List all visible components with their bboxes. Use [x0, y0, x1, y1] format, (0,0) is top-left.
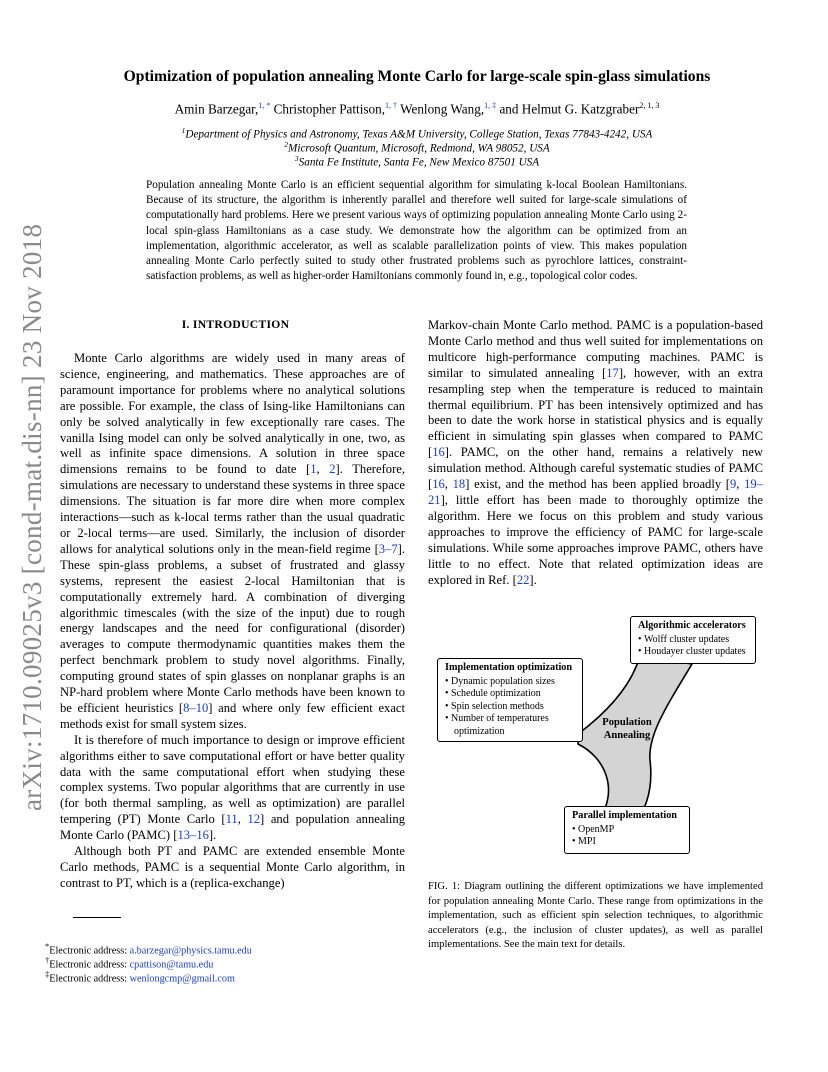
citation-link[interactable]: 16 [432, 445, 445, 460]
citation-link[interactable]: 17 [606, 365, 619, 380]
affiliation-1: $^1$Department of Physics and Astronomy, Texas A&M University, College Station, Texas 77843-4242, USA [181, 126, 653, 141]
footnote: *Electronic address: a.barzegar@physics.tamu.edu [45, 941, 252, 957]
section-heading: I. INTRODUCTION [181, 318, 290, 331]
footnote-rule [73, 917, 121, 918]
citation-link[interactable]: 11 [225, 812, 238, 827]
paragraph: Monte Carlo algorithms are widely used in many areas of science, engineering, and mathematics. These approaches are of paramount importance for problems where no analytical solutions are possible. For example, the class of Ising-like Hamiltonians can only be solved analytically in few exceptionally rare cases. The vanilla Ising model can only be solved analytically in one, two, as well as infinite space dimensions. A solution in three space dimensions remains to be found to date [1, 2]. Therefore, simulations are necessary to understand these systems in three space dimensions. The situation is far more dire when more complex interactions—such as k-local terms rather than the usual quadratic or 2-local terms—are used. Similarly, the inclusion of disorder allows for analytical solutions only in the mean-field regime [3–7]. These spin-glass problems, a subset of frustrated and glassy systems, represent the easiest 2-local Hamiltonian that is computationally extremely hard. A combination of diverging algorithmic timescales (with the size of the input) due to rough energy landscapes and the need for configurational (disorder) averages to compute thermodynamic quantities makes them the perfect benchmark problem to study novel algorithms. Finally, computing ground states of spin glasses on nonplanar graphs is an NP-hard problem where Monte Carlo methods have been known to be efficient heuristics [8–10] and where only few efficient exact methods exist for small system sizes. [60, 351, 406, 731]
parallel-box: Parallel implementation • OpenMP • MPI [564, 806, 690, 854]
left-column [60, 351, 405, 892]
citation-link[interactable]: 16 [432, 477, 445, 492]
citation-link[interactable]: 13–16 [177, 828, 209, 843]
paragraph: Markov-chain Monte Carlo method. PAMC is a population-based Monte Carlo method and thus well suited for implementations on multicore high-performance computing machines. PAMC is similar to simulated annealing [17], however, with an extra resampling step when the temperature is reduced to maintain thermal equilibrium. PT has been intensively optimized and has been to date the work horse in statistical physics and is equally efficient in simulating spin glasses when compared to PAMC [16]. PAMC, on the other hand, remains a relatively new simulation method. Although careful systematic studies of PAMC [16, 18] exist, and the method has been applied broadly [9, 19–21], little effort has been made to thoroughly optimize the algorithm. Here we focus on this problem and study various approaches to improve the efficiency of PAMC for large-scale simulations. While some approaches improve PAMC, others have little to no effect. Note that related optimization ideas are explored in Ref. [22]. [428, 318, 764, 587]
citation-link[interactable]: 2 [329, 462, 336, 477]
list-item: • Wolff cluster updates [638, 634, 748, 647]
email-link[interactable]: wenlongcmp@gmail.com [129, 973, 235, 985]
footnote: ‡Electronic address: wenlongcmp@gmail.com [45, 969, 235, 985]
citation-link[interactable]: 1 [310, 462, 317, 477]
author-sup: 2, 1, 3 [639, 101, 660, 110]
affiliation-3: $^3$Santa Fe Institute, Santa Fe, New Mexico 87501 USA [294, 154, 540, 169]
list-item: • Spin selection methods [445, 701, 575, 714]
accelerators-box: Algorithmic accelerators • Wolff cluster updates • Houdayer cluster updates [630, 616, 756, 664]
citation-link[interactable]: 9 [730, 477, 737, 492]
list-item: • Houdayer cluster updates [638, 646, 748, 659]
paragraph: It is therefore of much importance to design or improve efficient algorithms either to save computational effort or have better quality data with the same computational effort when studying these complex systems. Two popular algorithms that are currently in use (for both thermal sampling, as well as optimization) are parallel tempering (PT) Monte Carlo [11, 12] and population annealing Monte Carlo (PAMC) [13–16]. [60, 732, 406, 843]
author-sup[interactable]: 1, * [258, 101, 271, 110]
center-label: Population Annealing [602, 717, 652, 741]
footnote: †Electronic address: cpattison@tamu.edu [45, 955, 214, 971]
abstract: Population annealing Monte Carlo is an efficient sequential algorithm for simulating k-local Boolean Hamiltonians. Because of its structure, the algorithm is inherently parallel and therefore well suited for large-scale simulations of computationally hard problems. Here we present various ways of optimizing population annealing Monte Carlo using 2-local spin-glass Hamiltonians as a case study. We demonstrate how the algorithm can be optimized from an implementation, algorithmic accelerator, as well as scalable parallelization points of view. This makes population annealing Monte Carlo perfectly suited to study other frustrated problems such as pyrochlore lattices, constraint-satisfaction problems, as well as higher-order Hamiltonians commonly found in, e.g., topological color codes. [146, 179, 687, 283]
author-name: Christopher Pattison, [270, 101, 386, 117]
paper-title: Optimization of population annealing Monte Carlo for large-scale spin-glass simulations [123, 68, 711, 85]
list-item: • OpenMP [572, 824, 682, 837]
list-item: • Number of temperatures optimization [445, 713, 575, 738]
paragraph: Although both PT and PAMC are extended ensemble Monte Carlo methods, PAMC is a sequential Monte Carlo algorithm, in contrast to PT, which is a (replica-exchange) [60, 844, 405, 890]
author-name: Amin Barzegar, [174, 101, 259, 117]
author-name: Wenlong Wang, [397, 101, 485, 117]
citation-link[interactable]: 3–7 [378, 541, 398, 556]
list-item: • Schedule optimization [445, 688, 575, 701]
author-list [60, 101, 774, 117]
citation-link[interactable]: 19–21 [428, 477, 764, 507]
author-sup[interactable]: 1, ‡ [484, 101, 497, 110]
author-sup[interactable]: 1, † [385, 101, 398, 110]
list-item: • Dynamic population sizes [445, 676, 575, 689]
affiliation-2: $^2$Microsoft Quantum, Microsoft, Redmond, WA 98052, USA [284, 140, 550, 155]
citation-link[interactable]: 12 [247, 812, 261, 827]
author-name: and Helmut G. Katzgraber [496, 101, 640, 117]
citation-link[interactable]: 8–10 [183, 700, 209, 715]
citation-link[interactable]: 22 [516, 572, 530, 587]
email-link[interactable]: cpattison@tamu.edu [129, 959, 214, 971]
email-link[interactable]: a.barzegar@physics.tamu.edu [129, 945, 252, 957]
right-column [428, 318, 763, 588]
arxiv-stamp: arXiv:1710.09025v3 [cond-mat.dis-nn] 23 Nov 2018 [17, 223, 47, 811]
citation-link[interactable]: 18 [452, 477, 466, 492]
implementation-box: Implementation optimization • Dynamic population sizes • Schedule optimization • Spin selection methods • Number of temperatures optimization [437, 658, 583, 742]
figure-caption: FIG. 1: Diagram outlining the different optimizations we have implemented for population annealing Monte Carlo. These range from optimizations in the implementation, such as efficient spin selection techniques, to algorithmic accelerators (e.g., the inclusion of cluster updates), as well as parallel implementations. See the main text for details. [428, 881, 763, 951]
list-item: • MPI [572, 836, 682, 849]
figure-1 [434, 612, 764, 862]
